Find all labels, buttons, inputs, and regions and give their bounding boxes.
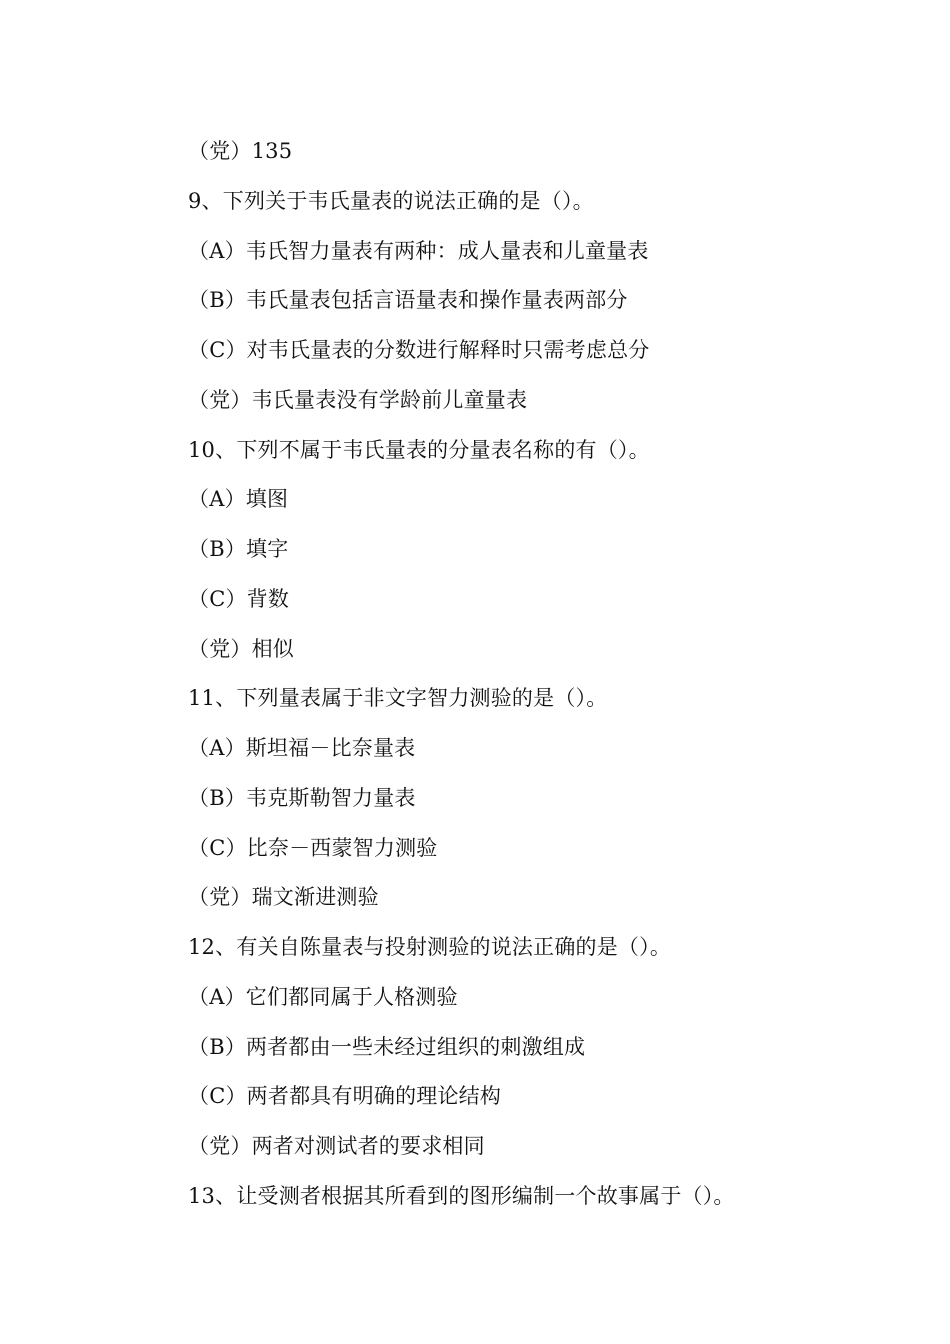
option-line: （A）它们都同属于人格测验 (188, 984, 458, 1009)
option-line: （A）斯坦福－比奈量表 (188, 736, 416, 760)
option-line: （C）背数 (188, 586, 290, 611)
option-line: （A）韦氏智力量表有两种：成人量表和儿童量表 (188, 238, 649, 263)
question-line: 11、下列量表属于非文字智力测验的是（）。 (188, 686, 608, 711)
option-line: （C）比奈－西蒙智力测验 (188, 835, 438, 860)
question-line: 13、让受测者根据其所看到的图形编制一个故事属于（）。 (188, 1183, 735, 1208)
option-line: （党）韦氏量表没有学龄前儿童量表 (188, 387, 528, 412)
option-line: （C）对韦氏量表的分数进行解释时只需考虑总分 (188, 338, 650, 362)
option-line: （B）两者都由一些未经过组织的刺激组成 (188, 1034, 586, 1059)
option-line: （党）两者对测试者的要求相同 (188, 1134, 485, 1158)
option-line: （党）相似 (188, 636, 294, 661)
question-line: 12、有关自陈量表与投射测验的说法正确的是（）。 (188, 935, 672, 959)
option-line: （党）瑞文渐进测验 (188, 885, 379, 910)
question-line: 10、下列不属于韦氏量表的分量表名称的有（）。 (188, 437, 650, 462)
option-line: （B）韦克斯勒智力量表 (188, 785, 416, 810)
option-line: （A）填图 (188, 487, 289, 512)
option-line: （党）135 (188, 139, 293, 163)
question-list (188, 133, 908, 1228)
option-line: （B）填字 (188, 537, 289, 561)
option-line: （C）两者都具有明确的理论结构 (188, 1084, 502, 1109)
option-line: （B）韦氏量表包括言语量表和操作量表两部分 (188, 288, 628, 313)
question-line: 9、下列关于韦氏量表的说法正确的是（）。 (188, 188, 594, 213)
